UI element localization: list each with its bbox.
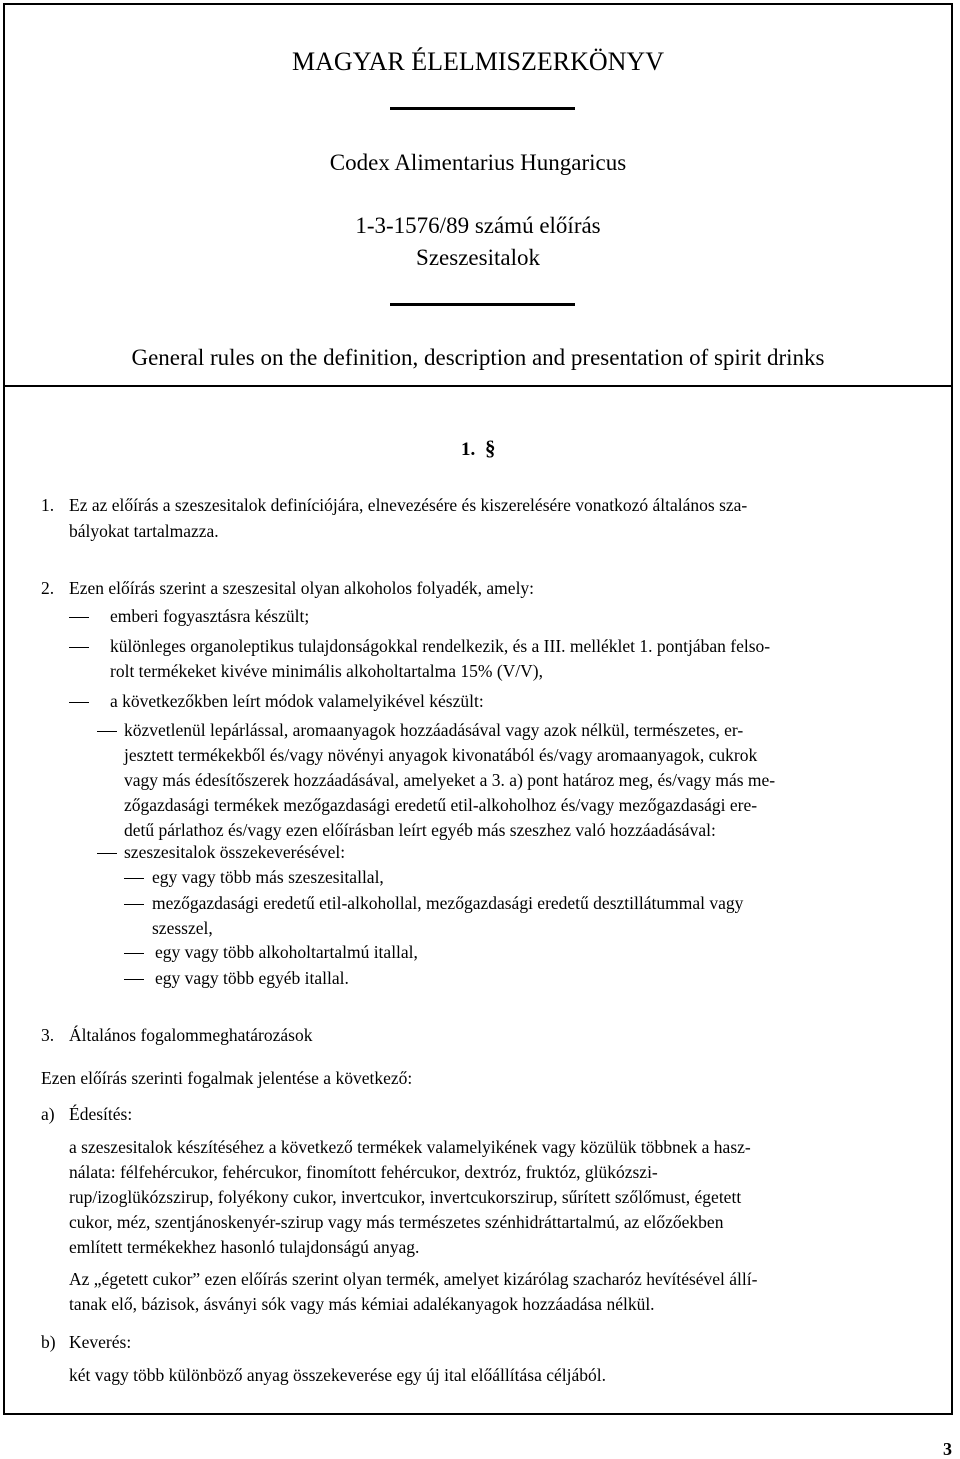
definition-b-term: Keverés: [69, 1332, 132, 1352]
dash-bullet [124, 953, 144, 954]
list-item: különleges organoleptikus tulajdonságokkal rendelkezik, és a III. melléklet 1. pontjában felso- [110, 636, 771, 656]
paragraph-1-number: 1. [41, 495, 55, 515]
paragraph-2-intro: Ezen előírás szerint a szeszesital olyan alkoholos folyadék, amely: [69, 578, 535, 598]
regulation-name: Szeszesitalok [416, 245, 540, 270]
definition-a-label: a) [41, 1104, 55, 1124]
definition-a-note-line-2: tanak elő, bázisok, ásványi sók vagy más kémiai adalékanyagok hozzáadása nélkül. [69, 1294, 655, 1314]
list-item: közvetlenül lepárlással, aromaanyagok hozzáadásával vagy azok nélkül, természetes, er- [124, 720, 744, 740]
dash-bullet [69, 647, 89, 648]
definition-a-line-1: a szeszesitalok készítéséhez a következő termékek valamelyikének vagy közülük többnek a hasz- [69, 1137, 751, 1157]
list-item: egy vagy több alkoholtartalmú itallal, [155, 942, 418, 962]
paragraph-1-line-1: Ez az előírás a szeszesitalok definíciójára, elnevezésére és kiszerelésére vonatkozó általános sza- [69, 495, 748, 515]
paragraph-1-line-2: bályokat tartalmazza. [69, 521, 219, 541]
definition-b-label: b) [41, 1332, 56, 1352]
list-item: egy vagy több egyéb itallal. [155, 968, 349, 988]
english-title: General rules on the definition, description and presentation of spirit drinks [131, 345, 825, 370]
definition-a-term: Édesítés: [69, 1104, 133, 1124]
list-item-continuation: rolt termékeket kivéve minimális alkoholtartalma 15% (V/V), [110, 661, 543, 681]
document-subtitle: Codex Alimentarius Hungaricus [329, 150, 627, 175]
definition-a-line-2: nálata: félfehércukor, fehércukor, finomított fehércukor, dextróz, fruktóz, glükózszi- [69, 1162, 658, 1182]
list-item: a következőkben leírt módok valamelyikével készült: [110, 691, 484, 711]
header-divider-top [390, 107, 575, 110]
definition-a-line-4: cukor, méz, szentjánoskenyér-szirup vagy más természetes szénhidráttartalmú, az előzőekben [69, 1212, 724, 1232]
dash-bullet [97, 853, 117, 854]
dash-bullet [69, 702, 89, 703]
list-item: emberi fogyasztásra készült; [110, 606, 310, 626]
regulation-number: 1-3-1576/89 számú előírás [355, 213, 601, 238]
dash-bullet [124, 904, 144, 905]
document-header [5, 5, 951, 387]
page-number: 3 [943, 1439, 952, 1459]
definition-b-line-1: két vagy több különböző anyag összekeverése egy új ital előállítása céljából. [69, 1365, 606, 1385]
list-item-continuation: szesszel, [152, 918, 213, 938]
list-item-continuation: vagy más édesítőszerek hozzáadásával, amelyeket a 3. a) pont határoz meg, és/vagy más me- [124, 770, 776, 790]
definition-a-note-line-1: Az „égetett cukor” ezen előírás szerint olyan termék, amelyet kizárólag szacharóz hevítésével állí- [69, 1269, 758, 1289]
dash-bullet [124, 979, 144, 980]
section-heading: 1. [461, 439, 476, 460]
dash-bullet [69, 617, 89, 618]
paragraph-2-number: 2. [41, 578, 55, 598]
paragraph-3-heading: Általános fogalommeghatározások [69, 1025, 313, 1045]
definition-a-line-5: említett termékekhez hasonló tulajdonságú anyag. [69, 1237, 420, 1257]
dash-bullet [124, 878, 144, 879]
header-divider-bottom [390, 303, 575, 306]
paragraph-3-number: 3. [41, 1025, 55, 1045]
list-item-continuation: jesztett termékekből és/vagy növényi anyagok kivonatából és/vagy aromaanyagok, cukrok [124, 745, 758, 765]
document-title: MAGYAR ÉLELMISZERKÖNYV [292, 47, 664, 76]
definitions-intro: Ezen előírás szerinti fogalmak jelentése a következő: [41, 1068, 413, 1088]
list-item: mezőgazdasági eredetű etil-alkohollal, mezőgazdasági eredetű desztillátummal vagy [152, 893, 744, 913]
section-mark: § [485, 436, 496, 460]
list-item: egy vagy több más szeszesitallal, [152, 867, 384, 887]
dash-bullet [97, 731, 117, 732]
list-item-continuation: zőgazdasági termékek mezőgazdasági eredetű etil-alkoholhoz és/vagy mezőgazdasági ere- [124, 795, 758, 815]
list-item: szeszesitalok összekeverésével: [124, 842, 346, 862]
list-item-continuation: detű párlathoz és/vagy ezen előírásban leírt egyéb más szeszhez való hozzáadásával: [124, 820, 716, 840]
definition-a-line-3: rup/izoglükózszirup, folyékony cukor, invertcukor, invertcukorszirup, sűrített szőlőmust, égetett [69, 1187, 742, 1207]
